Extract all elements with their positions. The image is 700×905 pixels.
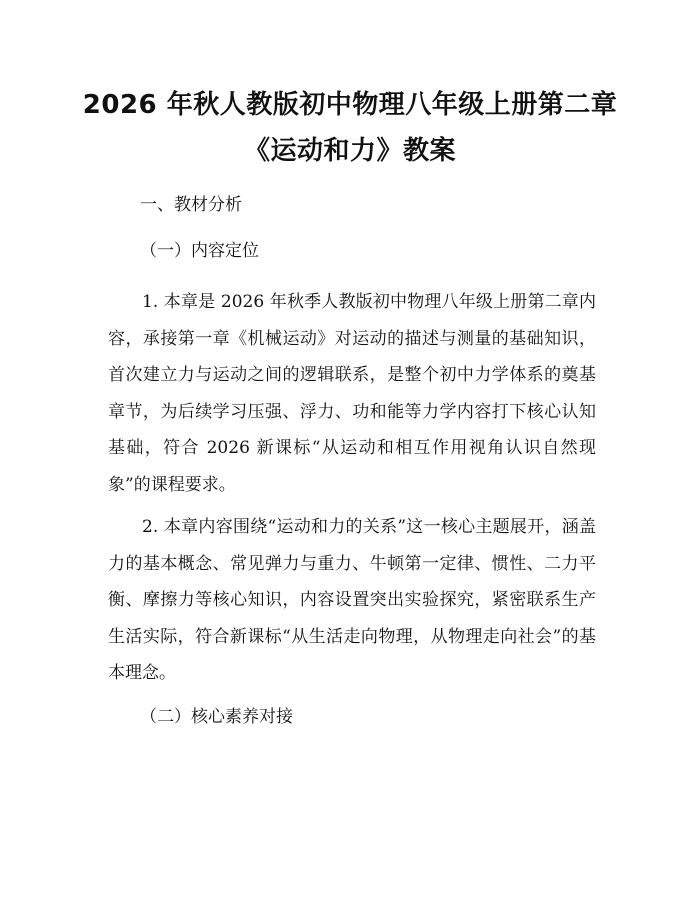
document-title-line-2: 《运动和力》教案 (243, 136, 456, 166)
paragraph-2: 2. 本章内容围绕“运动和力的关系”这一核心主题展开，涵盖力的基本概念、常见弹力与重力、牛顿第一定律、惯性、二力平衡、摩擦力等核心知识，内容设置突出实验探究，紧密联系生产生活实际，符合新课标“从生活走向物理，从物理走向社会”的基本理念。 (108, 517, 596, 683)
subsection-heading-content-positioning: （一）内容定位 (140, 241, 259, 261)
section-heading: 一、教材分析 (140, 195, 242, 215)
document-title-line-1: 2026 年秋人教版初中物理八年级上册第二章 (82, 90, 618, 120)
subsection-heading-core-literacy: （二）核心素养对接 (140, 707, 293, 727)
paragraph-1: 1. 本章是 2026 年秋季人教版初中物理八年级上册第二章内容，承接第一章《机械运动》对运动的描述与测量的基础知识，首次建立力与运动之间的逻辑联系，是整个初中力学体系的奠基章节，为后续学习压强、浮力、功和能等力学内容打下核心认知基础，符合 2026 新课标“从运动和相互作用视角认识自然现象”的课程要求。 (108, 292, 596, 495)
